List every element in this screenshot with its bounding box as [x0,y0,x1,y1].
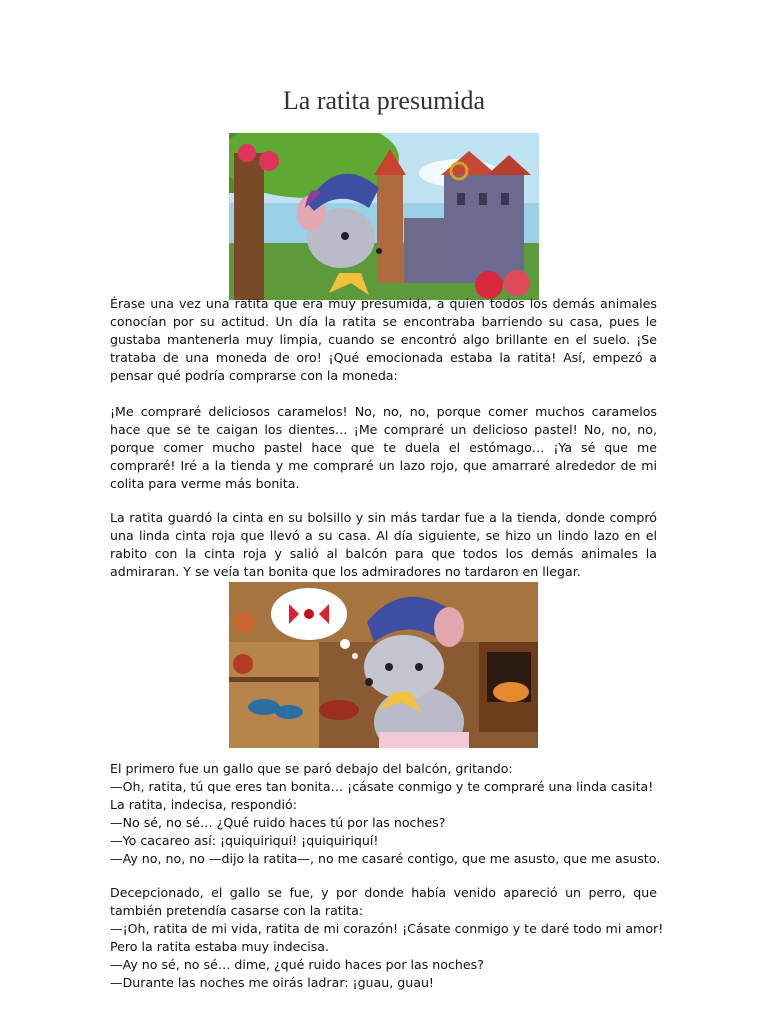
paragraph-5: Decepcionado, el gallo se fue, y por donde había venido apareció un perro, que también pretendía casarse con la ratita: [110,885,657,918]
illustration-mouse-castle [229,133,539,300]
dialogue-line: —No sé, no sé… ¿Qué ruido haces tú por las noches? [110,815,446,830]
dialogue-line: —¡Oh, ratita de mi vida, ratita de mi corazón! ¡Cásate conmigo y te daré todo mi amor! [110,921,664,936]
paragraph-1: Érase una vez una ratita que era muy presumida, a quien todos los demás animales conocían por su actitud. Un día la ratita se encontraba barriendo su casa, pues le gustaba mantenerla muy limpia, cuando se encontró algo brillante en el suelo. ¡Se trataba de una moneda de oro! ¡Qué emocionada estaba la ratita! Así, empezó a pensar qué podría comprarse con la moneda: [110,296,657,383]
dialogue-line: —Oh, ratita, tú que eres tan bonita… ¡cásate conmigo y te compraré una linda casita! [110,779,654,794]
paragraph-2: ¡Me compraré deliciosos caramelos! No, no, no, porque comer muchos caramelos hace que se te caigan los dientes… ¡Me compraré un delicioso pastel! No, no, no, porque comer mucho pastel hace que te duela el estómago… ¡Ya sé que me compraré! Iré a la tienda y me compraré un lazo rojo, que amarraré alrededor de mi colita para verme más bonita. [110,404,657,491]
dialogue-line: —Yo cacareo así: ¡quiquiriquí! ¡quiquiriquí! [110,833,379,848]
page-title: La ratita presumida [282,86,486,115]
dialogue-line: Pero la ratita estaba muy indecisa. [110,939,330,954]
dialogue-line: —Durante las noches me oirás ladrar: ¡guau, guau! [110,975,434,990]
dialogue-line: La ratita, indecisa, respondió: [110,797,297,812]
dialogue-line: —Ay no, no, no —dijo la ratita—, no me casaré contigo, que me asusto, que me asusto. [110,851,661,866]
illustration-mouse-kitchen [229,582,538,748]
dialogue-line: El primero fue un gallo que se paró debajo del balcón, gritando: [110,761,513,776]
dialogue-line: —Ay no sé, no sé… dime, ¿qué ruido haces por las noches? [110,957,484,972]
paragraph-3: La ratita guardó la cinta en su bolsillo y sin más tardar fue a la tienda, donde compró una linda cinta roja que llevó a su casa. Al día siguiente, se hizo un lindo lazo en el rabito con la cinta roja y salió al balcón para que todos los demás animales la admiraran. Y se veía tan bonita que los admiradores no tardaron en llegar. [110,510,657,579]
